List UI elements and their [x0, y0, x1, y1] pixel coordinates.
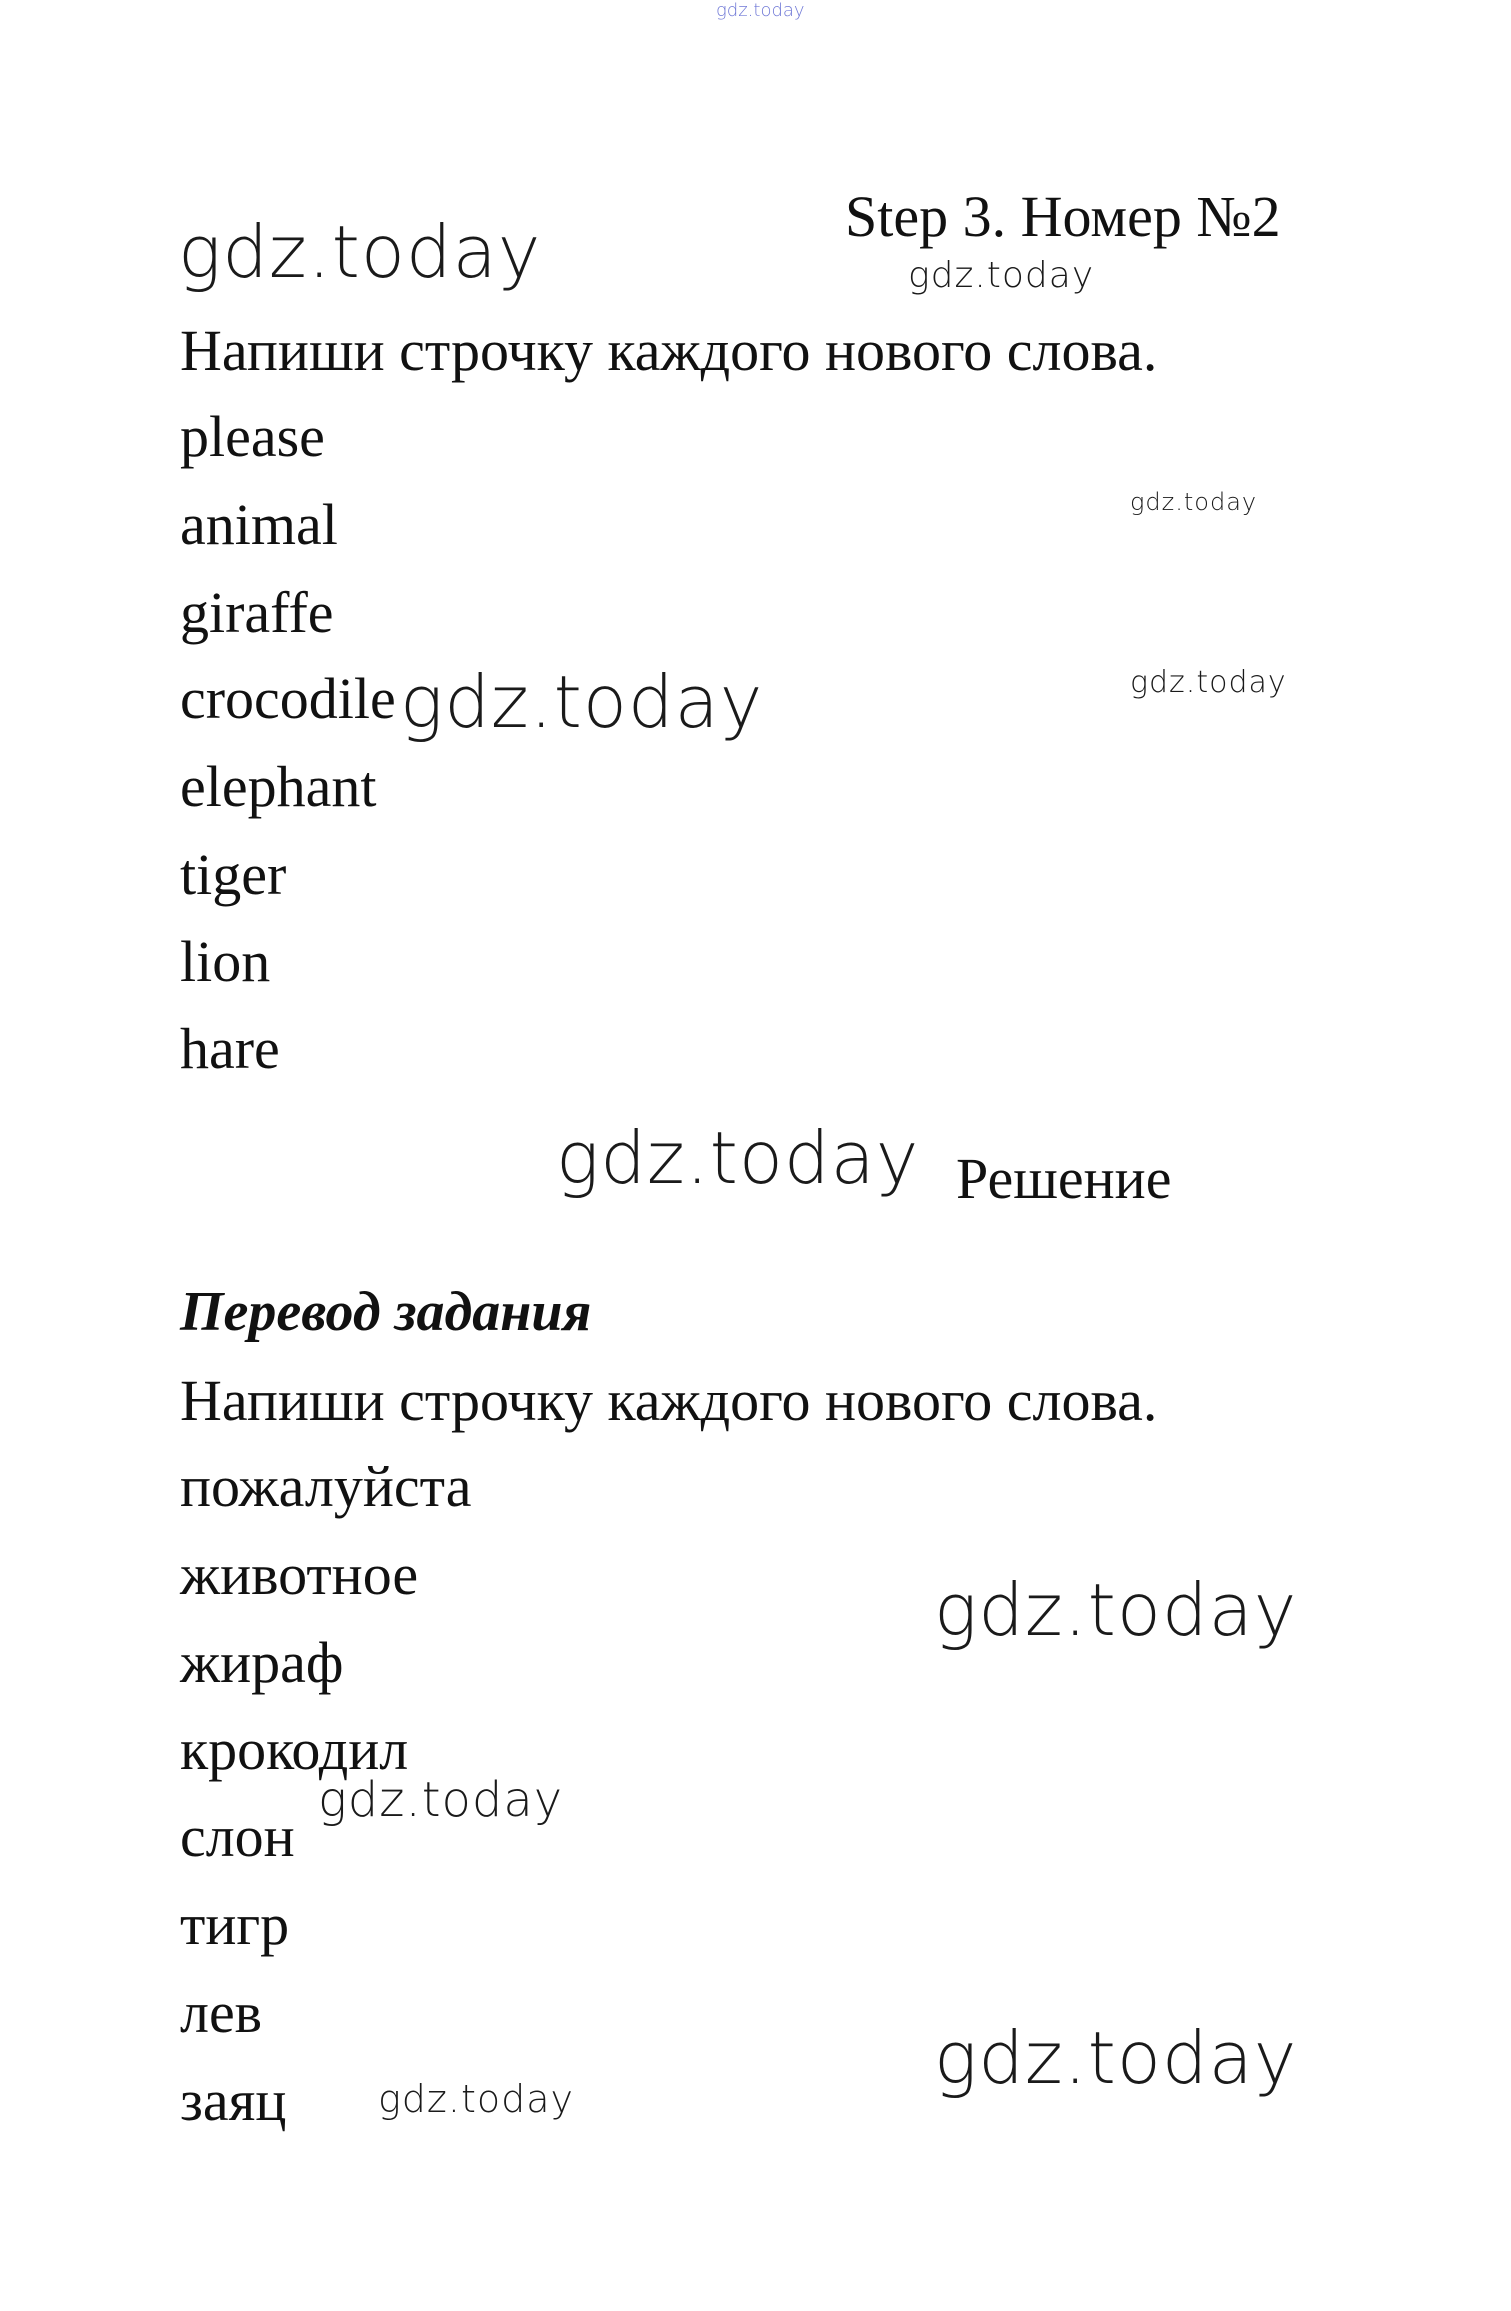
translation-item: тигр	[180, 1892, 290, 1957]
watermark: gdz.today	[934, 1568, 1298, 1652]
translation-item: заяц	[180, 2068, 287, 2133]
word-item: elephant	[180, 754, 377, 819]
solution-label: Решение	[956, 1146, 1172, 1211]
watermark: gdz.today	[178, 210, 542, 294]
word-item: lion	[180, 929, 271, 994]
translation-item: животное	[180, 1542, 419, 1607]
watermark-top: gdz.today	[716, 0, 805, 21]
watermark: gdz.today	[1130, 665, 1287, 700]
task-instruction: Напиши строчку каждого нового слова.	[180, 318, 1158, 383]
translation-item: крокодил	[180, 1717, 409, 1782]
word-item: crocodile	[180, 666, 396, 731]
watermark: gdz.today	[378, 2077, 574, 2121]
watermark: gdz.today	[400, 660, 764, 744]
section-title: Перевод задания	[180, 1281, 592, 1343]
translation-item: лев	[180, 1980, 263, 2045]
solution-instruction: Напиши строчку каждого нового слова.	[180, 1368, 1158, 1433]
watermark: gdz.today	[908, 255, 1095, 296]
translation-item: жираф	[180, 1630, 344, 1695]
word-item: animal	[180, 492, 338, 557]
watermark: gdz.today	[934, 2016, 1298, 2100]
page-title: Step 3. Номер №2	[845, 184, 1281, 249]
watermark: gdz.today	[1130, 488, 1258, 516]
watermark: gdz.today	[556, 1116, 920, 1200]
word-item: hare	[180, 1016, 280, 1081]
word-item: tiger	[180, 842, 287, 907]
word-item: giraffe	[180, 580, 334, 645]
translation-item: пожалуйста	[180, 1454, 472, 1519]
word-item: please	[180, 404, 325, 469]
translation-item: слон	[180, 1804, 295, 1869]
watermark: gdz.today	[318, 1772, 564, 1828]
